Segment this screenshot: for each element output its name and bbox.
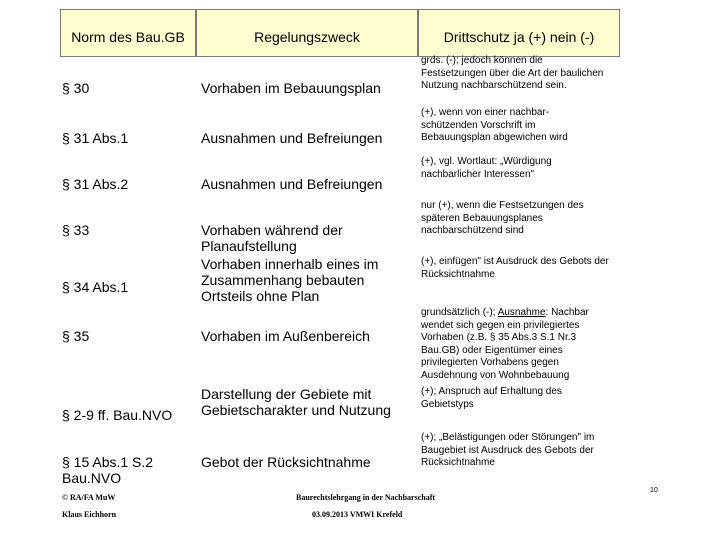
drittschutz-bauNVO-2-9: (+); Anspruch auf Erhaltung des Gebietstyps [421, 386, 562, 410]
norm-31-1: § 31 Abs.1 [62, 130, 129, 146]
drittschutz-31-1: (+), wenn von einer nachbar-schützenden Vorschrift im Bebauungsplan abgewichen wird [421, 107, 568, 143]
drittschutz-35 [421, 307, 611, 382]
footer-copyright: © RA/FA MuW [62, 493, 116, 502]
norm-30: § 30 [62, 80, 90, 96]
footer-author: Klaus Eichhorn [62, 510, 117, 519]
zweck-31-1: Ausnahmen und Befreiungen [201, 130, 383, 146]
header-drittschutz-label: Drittschutz ja (+) nein (-) [443, 29, 595, 45]
drittschutz-31-2: (+), vgl. Wortlaut: „Würdigung nachbarlicher Interessen" [421, 156, 552, 180]
page-number: 10 [650, 487, 658, 494]
zweck-30: Vorhaben im Bebauungsplan [201, 80, 381, 96]
drittschutz-35-ausnahme: Ausnahme [497, 307, 546, 318]
zweck-bauNVO-15: Gebot der Rücksichtnahme [201, 454, 371, 470]
zweck-34-1: Vorhaben innerhalb eines im Zusammenhang bebauten Ortsteils ohne Plan [201, 256, 379, 304]
zweck-35: Vorhaben im Außenbereich [201, 328, 370, 344]
zweck-31-2: Ausnahmen und Befreiungen [201, 176, 383, 192]
header-zweck-label: Regelungszweck [254, 29, 360, 45]
drittschutz-35-post: : Nachbar wendet sich gegen ein privilegiertes Vorhaben (z.B. § 35 Abs.3 S.1 Nr.3 Bau.GB) oder Eigentümer eines privilegierten Vorhabens gegen Ausdehnung von Wohnbebauung [421, 307, 589, 381]
header-zweck [196, 9, 418, 57]
norm-33: § 33 [62, 222, 90, 238]
norm-bauNVO-15: § 15 Abs.1 S.2 Bau.NVO [62, 454, 154, 486]
drittschutz-35-pre: grundsätzlich (-); [421, 307, 498, 318]
norm-bauNVO-2-9: § 2-9 ff. Bau.NVO [62, 407, 173, 423]
header-norm-label: Norm des Bau.GB [71, 29, 185, 45]
header-drittschutz [418, 9, 620, 57]
header-norm [60, 9, 196, 57]
drittschutz-34-1: (+), einfügen" ist Ausdruck des Gebots der Rücksichtnahme [421, 256, 609, 280]
norm-35: § 35 [62, 328, 90, 344]
footer-date-location: 03.09.2013 VMWI Krefeld [312, 510, 403, 519]
zweck-33: Vorhaben während der Planaufstellung [201, 222, 343, 254]
zweck-bauNVO-2-9: Darstellung der Gebiete mit Gebietscharakter und Nutzung [201, 386, 391, 418]
footer-course-title: Baurechtslehrgang in der Nachbarschaft [296, 493, 436, 502]
norm-31-2: § 31 Abs.2 [62, 176, 129, 192]
drittschutz-bauNVO-15: (+); „Belästigungen oder Störungen" im Baugebiet ist Ausdruck des Gebots der Rücksichtnahme [421, 432, 595, 468]
norm-34-1: § 34 Abs.1 [62, 279, 129, 295]
drittschutz-30: grds. (-); jedoch können die Festsetzungen über die Art der baulichen Nutzung nachbarschützend sein. [421, 55, 604, 91]
drittschutz-33: nur (+), wenn die Festsetzungen des späteren Bebauungsplanes nachbarschützend sind [421, 200, 584, 236]
